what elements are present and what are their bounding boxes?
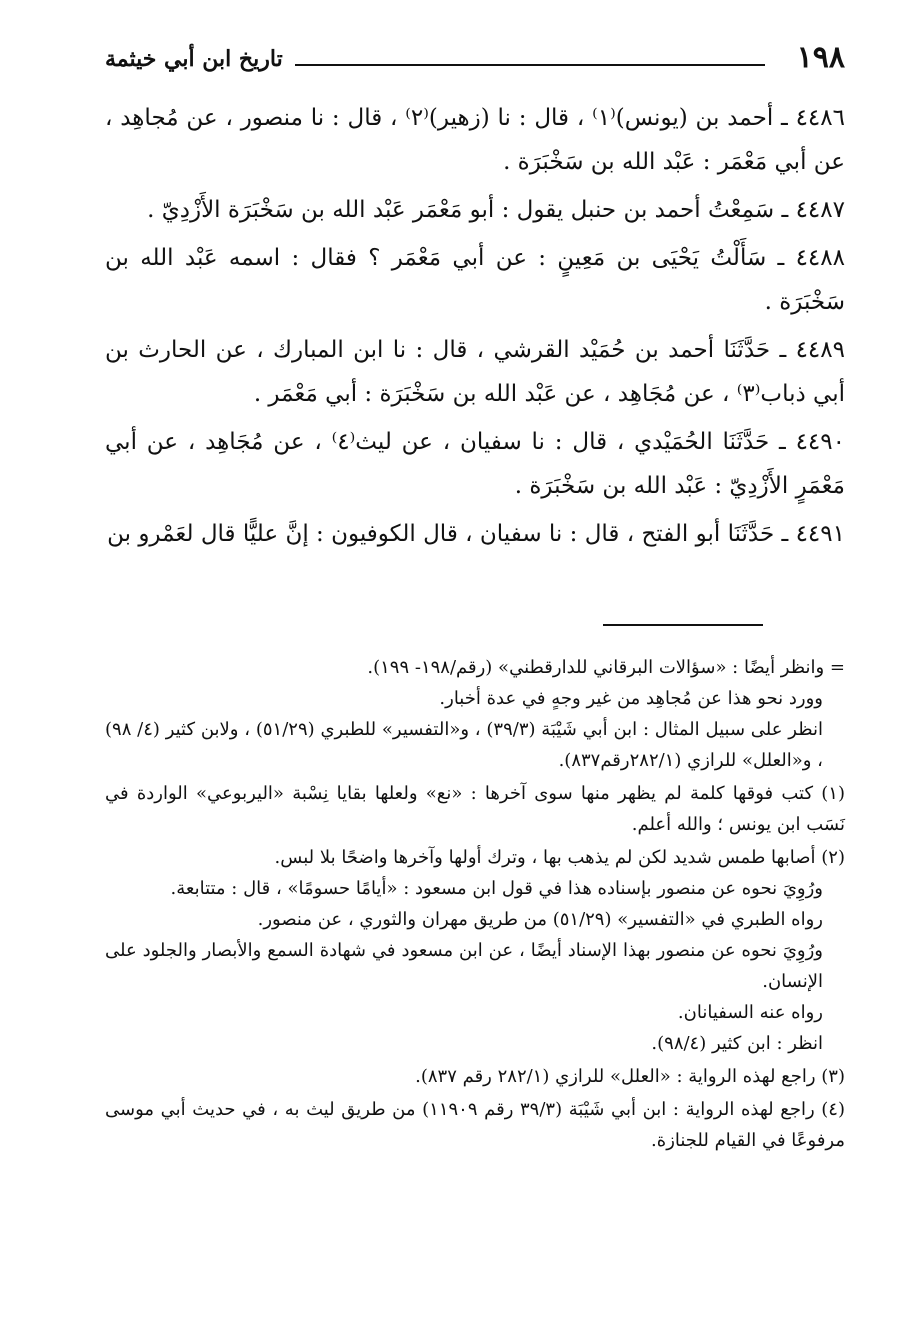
- entry-4488: ٤٤٨٨ ـ سَأَلْتُ يَحْيَى بن مَعِينٍ : عن أبي مَعْمَر ؟ فقال : اسمه عَبْد الله بن سَخْبَرَة .: [105, 245, 845, 315]
- entry-4487: ٤٤٨٧ ـ سَمِعْتُ أحمد بن حنبل يقول : أبو مَعْمَر عَبْد الله بن سَخْبَرَة الأَزْدِيّ .: [147, 197, 845, 223]
- footnote-line: ورُوِيَ نحوه عن منصور بهذا الإسناد أيضًا ، عن ابن مسعود في شهادة السمع والأبصار والجلود على الإنسان.: [105, 940, 823, 992]
- entry-4490: ٤٤٩٠ ـ حَدَّثَنَا الحُمَيْدي ، قال : نا سفيان ، عن ليث⁽٤⁾ ، عن مُجَاهِد ، عن أبي مَعْمَرٍ الأَزْدِيّ : عَبْد الله بن سَخْبَرَة .: [105, 429, 845, 499]
- header-rule: [295, 64, 765, 66]
- footnote-3: [105, 1061, 845, 1092]
- footnote-line: انظر على سبيل المثال : ابن أبي شَيْبَة (٣٩/٣) ، و«التفسير» للطبري (٥١/٢٩) ، ولابن كثير (٤/ ٩٨) ، و«العلل» للرازي (٢٨٢/١رقم٨٣٧).: [105, 719, 823, 771]
- footnote-1: [105, 778, 845, 840]
- footnote-line: (١) كتب فوقها كلمة لم يظهر منها سوى آخرها : «نع» ولعلها بقايا نِسْبة «اليربوعي» الواردة في نَسَب ابن يونس ؛ والله أعلم.: [105, 783, 845, 835]
- footnote-2: [105, 842, 845, 1059]
- footnote-line: انظر : ابن كثير (٩٨/٤).: [651, 1033, 823, 1054]
- page-number: ١٩٨: [796, 40, 845, 75]
- entry-4491: ٤٤٩١ ـ حَدَّثَنَا أبو الفتح ، قال : نا سفيان ، قال الكوفيون : إنَّ عليًّا قال لعَمْرو بن: [107, 521, 845, 547]
- footnote-separator: [603, 624, 763, 626]
- footnote-line: ورُوِيَ نحوه عن منصور بإسناده هذا في قول ابن مسعود : «أيامًا حسومًا» ، قال : متتابعة.: [170, 878, 823, 899]
- footnote-line: رواه عنه السفيانان.: [677, 1002, 823, 1023]
- entry-4489: ٤٤٨٩ ـ حَدَّثَنَا أحمد بن حُمَيْد القرشي ، قال : نا ابن المبارك ، عن الحارث بن أبي ذباب⁽٣⁾ ، عن مُجَاهِد ، عن عَبْد الله بن سَخْبَرَة : أبي مَعْمَر .: [105, 337, 845, 407]
- main-text: [105, 96, 845, 560]
- footnote-line: (٣) راجع لهذه الرواية : «العلل» للرازي (٢٨٢/١ رقم ٨٣٧).: [415, 1066, 845, 1087]
- footnote-line: (٢) أصابها طمس شديد لكن لم يذهب بها ، وترك أولها وآخرها واضحًا بلا لبس.: [274, 847, 845, 868]
- running-title: تاريخ ابن أبي خيثمة: [105, 46, 283, 72]
- footnote-line: وورد نحو هذا عن مُجاهِد من غير وجهٍ في عدة أخبار.: [439, 688, 823, 709]
- footnotes: [105, 652, 845, 1158]
- footnote-continuation: [105, 652, 845, 776]
- footnote-line: = وانظر أيضًا : «سؤالات البرقاني للدارقطني» (رقم/١٩٨- ١٩٩).: [367, 657, 845, 678]
- footnote-4: [105, 1094, 845, 1156]
- footnote-line: رواه الطبري في «التفسير» (٥١/٢٩) من طريق مهران والثوري ، عن منصور.: [257, 909, 823, 930]
- page-header: [105, 36, 845, 86]
- entry-4486: ٤٤٨٦ ـ أحمد بن (يونس)⁽١⁾ ، قال : نا (زهير)⁽٢⁾ ، قال : نا منصور ، عن مُجاهِد ، عن أبي مَعْمَر : عَبْد الله بن سَخْبَرَة .: [105, 105, 845, 175]
- footnote-line: (٤) راجع لهذه الرواية : ابن أبي شَيْبَة (٣٩/٣ رقم ١١٩٠٩) من طريق ليث به ، في حديث أبي موسى مرفوعًا في القيام للجنازة.: [105, 1099, 845, 1151]
